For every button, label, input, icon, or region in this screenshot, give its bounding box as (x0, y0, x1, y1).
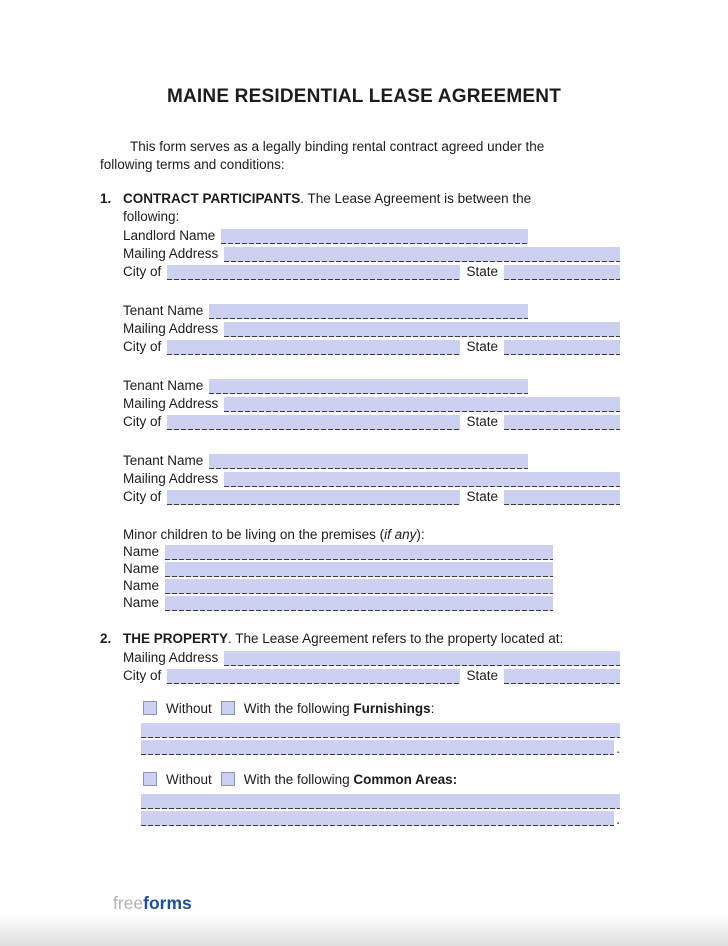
common-areas-options-row (123, 769, 620, 789)
furnishings-options-row (123, 698, 620, 718)
page-title: MAINE RESIDENTIAL LEASE AGREEMENT (166, 86, 562, 107)
city-of-label: City of (123, 668, 162, 683)
tenant-block (123, 376, 620, 430)
minor-children-intro: Minor children to be living on the premises (if any): (123, 527, 425, 542)
tenant-2-city-field[interactable] (167, 415, 460, 430)
minor-child-name-field-4[interactable] (165, 596, 553, 611)
furnishings-without-checkbox[interactable] (143, 701, 157, 715)
section-heading-tail-2: following: (123, 209, 180, 224)
tenant-3-state-field[interactable] (504, 490, 620, 505)
city-of-label: City of (123, 489, 162, 504)
state-label: State (466, 668, 498, 683)
minor-child-name-label: Name (123, 544, 160, 559)
state-label: State (466, 414, 498, 429)
common-areas-write-in (141, 792, 620, 826)
tenant-3-name-field[interactable] (209, 454, 528, 469)
section-the-property (100, 630, 628, 826)
tenant-2-name-field[interactable] (209, 379, 528, 394)
tenant-1-state-field[interactable] (504, 340, 620, 355)
tenant-2-mailing-address-field[interactable] (224, 397, 620, 412)
minor-child-name-label: Name (123, 561, 160, 576)
mailing-address-label: Mailing Address (123, 471, 219, 486)
with-common-areas-label: With the following Common Areas: (243, 771, 458, 787)
section-heading-title: THE PROPERTY (123, 631, 229, 646)
landlord-mailing-address-field[interactable] (224, 247, 620, 262)
intro-line-2: following terms and conditions: (100, 157, 285, 172)
minor-child-name-label: Name (123, 578, 160, 593)
tenant-block (123, 451, 620, 505)
state-label: State (466, 264, 498, 279)
mailing-address-label: Mailing Address (123, 396, 219, 411)
tenant-1-mailing-address-field[interactable] (224, 322, 620, 337)
section-number: 2. (100, 631, 112, 646)
property-city-field[interactable] (167, 669, 460, 684)
landlord-block (123, 226, 620, 280)
without-label: Without (166, 700, 212, 716)
minor-child-name-field-3[interactable] (165, 579, 553, 594)
mailing-address-label: Mailing Address (123, 321, 219, 336)
mailing-address-label: Mailing Address (123, 650, 219, 665)
common-areas-with-checkbox[interactable] (221, 772, 235, 786)
with-furnishings-label: With the following Furnishings: (243, 700, 435, 716)
minor-children-block (123, 526, 620, 611)
freeforms-logo-free: free (113, 893, 144, 913)
city-of-label: City of (123, 339, 162, 354)
furnishings-with-checkbox[interactable] (221, 701, 235, 715)
tenant-name-label: Tenant Name (123, 378, 204, 393)
tenant-block (123, 301, 620, 355)
page-bottom-shadow (0, 914, 728, 946)
state-label: State (466, 339, 498, 354)
freeforms-logo (113, 894, 192, 913)
without-label: Without (166, 771, 212, 787)
mailing-address-label: Mailing Address (123, 246, 219, 261)
freeforms-logo-forms: forms (143, 893, 192, 913)
section-heading (123, 190, 620, 226)
common-areas-line-field-2[interactable] (141, 811, 614, 826)
furnishings-line-field-2[interactable] (141, 740, 614, 755)
section-heading-tail: . The Lease Agreement is between the (300, 191, 532, 206)
property-mailing-address-field[interactable] (224, 651, 620, 666)
minor-child-name-field-1[interactable] (165, 545, 553, 560)
section-heading-title: CONTRACT PARTICIPANTS (123, 191, 301, 206)
property-state-field[interactable] (504, 669, 620, 684)
tenant-name-label: Tenant Name (123, 453, 204, 468)
section-number: 1. (100, 191, 112, 206)
furnishings-write-in (141, 721, 620, 755)
minor-child-name-field-2[interactable] (165, 562, 553, 577)
tenant-3-city-field[interactable] (167, 490, 460, 505)
section-contract-participants (100, 190, 628, 611)
tenant-3-mailing-address-field[interactable] (224, 472, 620, 487)
landlord-state-field[interactable] (504, 265, 620, 280)
common-areas-line-field-1[interactable] (141, 794, 620, 809)
tenant-1-name-field[interactable] (209, 304, 528, 319)
landlord-city-field[interactable] (167, 265, 460, 280)
tenant-name-label: Tenant Name (123, 303, 204, 318)
landlord-name-field[interactable] (221, 229, 528, 244)
if-any-italic: if any (384, 527, 417, 542)
intro-paragraph (100, 138, 628, 174)
tenant-2-state-field[interactable] (504, 415, 620, 430)
common-areas-without-checkbox[interactable] (143, 772, 157, 786)
minor-child-name-label: Name (123, 595, 160, 610)
intro-line-1: This form serves as a legally binding rental contract agreed under the (130, 139, 545, 154)
furnishings-line-field-1[interactable] (141, 723, 620, 738)
section-heading-tail: . The Lease Agreement refers to the property located at: (228, 631, 564, 646)
line-end-period: . (616, 812, 620, 827)
landlord-name-label: Landlord Name (123, 228, 216, 243)
state-label: State (466, 489, 498, 504)
line-end-period: . (616, 741, 620, 756)
city-of-label: City of (123, 264, 162, 279)
tenant-1-city-field[interactable] (167, 340, 460, 355)
city-of-label: City of (123, 414, 162, 429)
section-heading (123, 630, 620, 648)
